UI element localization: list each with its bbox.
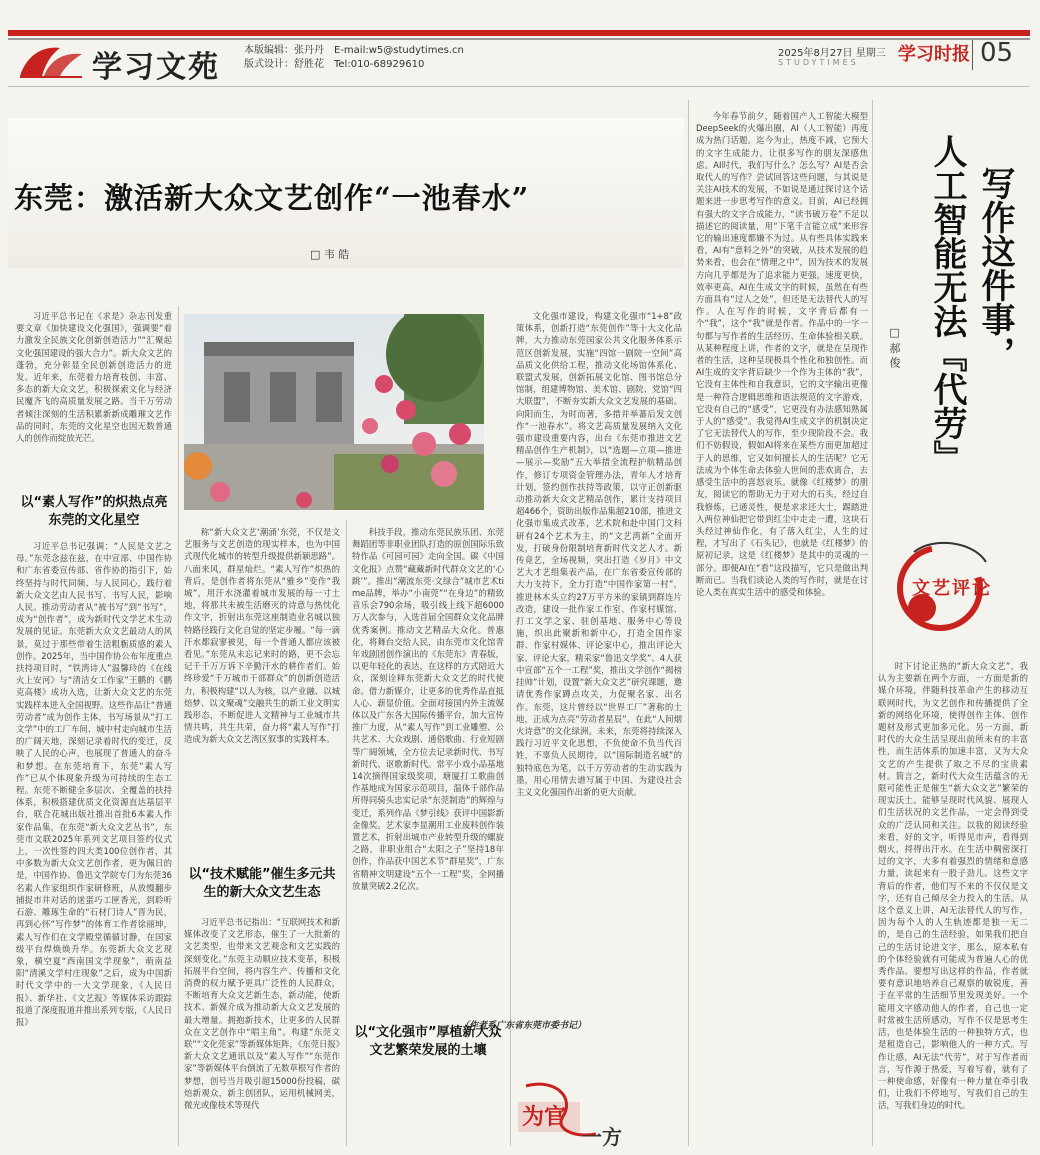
column-divider <box>346 520 347 1146</box>
paragraph: 习近平总书记指出：“互联网技术和新媒体改变了文艺形态，催生了一大批新的文艺类型，也带来文艺观念和文艺实践的深刻变化。”东莞主动顺应技术变革，积极拓展平台空间，将内容生产、传播和文化消费的权力赋予更具广泛性的人民群众，不断培育大众文艺新生态，新动能，使新技术、新媒介成为推动新大众文艺发展的最大增量。拥抱新技术，让更多的人民群众在文艺创作中“唱主角”。构建“东莞文联”“文化莞家”等新媒体矩阵，《东莞日报》新大众文艺通讯以及“素人写作”“东莞作家”等新媒体平台倒流了无数草根写作者的梦想，创号当月吸引超15000份投稿，碳焙新观众，新主创团队，运用机械网美，微光或像枝术等现代 <box>184 917 340 1111</box>
svg-text:为官: 为官 <box>522 1104 567 1130</box>
subheading-1: 以“素人写作”的炽热点亮东莞的文化星空 <box>20 495 168 528</box>
header-red-rule <box>8 30 1030 36</box>
issue-date-sub: STUDYTIMES <box>778 58 859 67</box>
author-footnote: （作者系广东省东莞市委书记） <box>460 1021 587 1031</box>
email-text: E-mail:w5@studytimes.cn <box>334 45 464 56</box>
right-col3-text <box>878 660 1028 1148</box>
paragraph: 习近平总书记强调：“人民是文艺之母。”东莞念兹在兹，在中宣部、中国作协和广东省委宣传部、省作协的指引下，始终坚持与时代同频、与人民同心，践行着新大众文艺由人民书写、书写人民，影响人民。推动劳动者从“被书写”到“书写”，成为“创作者”，成为新时代文学艺术生动发展的见证。东莞新大众文艺最动人的风景，莫过于那些带着生活粗粝质感的素人创作。2025年，当中国作协公布年度重点扶持项目时，“铁湾诗人”温馨玲的《在线火上安河》与“清洁女工作家”王鹏的《鹏克高楼》成功入选，让新大众文艺的东莞实践样本进入全国视野。这些作品让“普通劳动者”成为创作主体，书写场景从“打工文学”中的工厂车间、城中村走向城市生活的广阔天地，深刻记录着时代的变迁，反映了人民的心声，也展现了普通人的奋斗和梦想。在东莞培育下，东莞“素人写作”已从个体现象升级为可持续的生态工程。东莞不断健全多层次、全覆盖的扶持体系，积极搭建优质文化资源直达基层平台，联合花城出版社推出首批6本素人作家作品集，在东莞“新大众文艺丛书”，东莞市文联2025年系列文艺项目签约仪式上，一次性签约四大类100位创作者，其中多数为新大众文艺创作者，更为佩日的是，中国作协、鲁迅文学院专门为东莞36名素人作家组织作家研修班，从放慢翻步捕捉市井对话的迷蛋巧工匣香光，到聆听石游、雕琢生命的“石材门诗人”晋为民，再到心怀“写作梦”的体育工作者徐丽坤，素人写作们在文学殿堂循循讨静，在国家级平台焊焕焕升华。东莞新大众文艺现象，横空夏“西南国文学现象”，萌南益阳“清溪文学村庄现象”之后，成为中国新时代文学中的一大文学现象，《人民日报》、新华社、《文艺报》等媒体采访跟踪报道了深度报道并推出系列专版，《人民日报》 <box>16 541 172 1027</box>
left-col1b-text <box>16 540 172 1148</box>
column-divider <box>178 306 179 1146</box>
page-number: 05 <box>980 38 1014 68</box>
issue-date: 2025年8月27日 星期三 <box>778 48 886 59</box>
contact-info <box>334 44 464 72</box>
section-logo-icon <box>16 42 86 80</box>
column-divider <box>510 520 511 1146</box>
left-col2-text <box>184 526 340 856</box>
right-col1-text <box>696 110 868 1148</box>
page-number-divider <box>972 40 973 70</box>
left-col4-text <box>516 310 682 1012</box>
paragraph: 称“新大众文艺‘潮涌’东莞，不仅是文艺服务与文艺创造的现实样本，也为中国式现代化城市的转型升级提供新颖思路”。八面来风，群星灿烂。“素人写作”炽热的背后，是创作者将东莞从“雅乡”变作“我城”，用汗水浇灌着城市发展的每一寸土地，将那共未被生活磨灭的诗意与热忱化作文字，折射出东莞这座制造业名城以独特路径践行文化自觉的坚定步履。“每一滴汗水都寂寥被见，每一个普通人都应该被看见。”东莞从未忘记来时的路，更不会忘记千千万万诉下辛勤汗水的耕作者们。始终珍爱“千万城市干部群众”的创新创造活力，积极构建“以人为核，以产业融、以城焙梦、以文聚魂”交融共生的新工业文明实践形态，不断促进人文精神与工业城市共情共鸣，共生共荣，奋力将“素人写作”打造成为新大众文艺湾区叙事的实践样本。 <box>184 527 340 745</box>
editor-info <box>244 44 324 72</box>
column-divider <box>872 100 873 1146</box>
newspaper-name: 学习时报 <box>898 44 970 65</box>
editor-name: 本版编辑：张丹丹 <box>244 45 324 56</box>
review-badge-text: 文艺评论 <box>912 578 992 599</box>
right-article-title-line2: 人工智能无法『代劳』 <box>927 134 967 474</box>
page-header <box>0 0 1040 88</box>
svg-text:一方: 一方 <box>582 1125 622 1148</box>
tel-text: Tel:010-68929610 <box>334 59 425 70</box>
paragraph: 今年春节前夕，随着国产人工智能大模型DeepSeek的火爆出圈，AI（人工智能）再度成为热门话题。迄今为止，热度不减，它预大的文字生成能力，让很多写作的朋友深感焦虑。AI时代，我们写什么？怎么写？AI是否会取代人的写作？尝试回答这些问题，与其说是关注AI技术的发展，不如说是通过探讨这个话题来进一步思考写作的意义。目前，AI已经拥有强大的文字合成能力，“读书破万卷”不足以描述它的阅读量，用“下笔千言能立成”来形容它的输出速度都嫌不为过。从有些具体实践来看，AI有“意料之外”的突破，从技术发展的趋势来看，也会在“情理之中”，因为技术的发展方向几乎都是为了追求能力更强，速度更快，效率更高。AI在生成文字的时候，虽然在有些方面具有“过人之处”，但还是无法替代人的写作。人在写作的时候，文字背后都有一个“我”，这个“我”就是作者。作品中的一字一句都与写作者的生活经历、生命体验相关联。从某种程度上讲，作者的文字，就是在呈现作者的生活，这种呈现极具个性化和独创性。而AI生成的文字背后缺少一个作为主体的“我”，它没有主体性和自我意识，它的文字输出更像是一种符合逻辑思维和语法规范的文字游戏，它没有自己的“感受”，它更没有办法感知熟属于人的“感受”。我觉得AI生成文字的机制决定了它无法替代人的写作，至少现阶段不会。我们不妨假设，假如AI将来在某些方面更加超过于人的思维，它又如何擅长人的生活呢？它无法成为个体生命去体验人世间的悲欢离合，去感受生活中的喜怒哀乐。就像《红楼梦》的朋友，阅读它的帮助无力于对大的石头，经过自我修炼，已通灵性，便是求求还大士，踢踏进入两位神仙把它带到红尘中走走一遭，这块石头经过神仙作化，有了落入红尘，人生的过程，才写出了《石头记》，也就是《红楼梦》的原初记录，这是《红楼梦》是其中的灵魂的一部分。即便AI在“看”这段描写，它只是做出判断而已。当我们谈论人类的写作时，就是在讨论人类在真实生活中的感受和体验。 <box>696 111 868 597</box>
right-article-title-line1: 写作这件事， <box>975 166 1015 370</box>
article-photo <box>184 314 484 510</box>
designer-name: 版式设计：舒胜花 <box>244 59 324 70</box>
column-logo-icon <box>516 1078 636 1148</box>
right-article-author: □ 郝 俊 <box>888 326 901 368</box>
subheading-3: 以“文化强市”厚植新大众文艺繁荣发展的土壤 <box>354 1025 502 1058</box>
paragraph: 科技手段，推动东莞民族乐团、东莞舞蹈团等非职业团队打造的原创国际乐致特作品《可园可园》走向全国。碳《中国文化报》点赞“藏藏新时代群众文艺的‘心跳’”。推出“潮流东莞·文绿合”城市艺术time品牌，举办“小南莞”“在身边”的精致音乐会790余场，吸引线上线下超6000万人次参与，入选首届全国群众文化品牌优秀案例。推动文艺精品大众化。普惠化，将舞台交给人民，由东莞市文化馆青年戏剧团创作演出的《东莞东》青春版，以更年轻化的表达，在这样的方式陪近大众，深刻诠释东莞新大众文艺的时代使命。借力新媒介，让更多的优秀作品直抵人心、薪显价值。全面对接国内外主流媒体以及广东各大国际传播平台，加大宣传推广力度，从“素人写作”到工业雕塑、公共艺术、大众戏剧、通俗歌曲、行业短剧等广阔领域，全方位去记录新时代、书写新时代、讴歌新时代。常平小戏小品基地14次摘得国家级奖项，塘厦打工歌曲创作基地成为国家示范项目，温体千部作品所得同骑头忠实记录“东莞制造”的辉煌与变迁，系列作品《梦引线》获评中国影新金像奖。艺术家李显潮用工业废料创作装置艺术，折射出城市产业转型升级的螺旋之路，非职业组合“太阳之子”坚持18年创作，作品获中国艺术节“群星奖”，广东省精神文明建设“五个一工程”奖，全网播放量突破2.2亿次。 <box>352 527 504 891</box>
left-col2b-text <box>184 916 340 1148</box>
header-gray-rule <box>8 38 1030 40</box>
paragraph: 文化强市建设，构建文化强市“1+8”政策体系，创新打造“东莞创作”等十大文化品牌，大力推动东莞国家公共文化服务体系示范区创新发展，实施“四馆一剧院一空间”高品质文化供给工程，推动文化场馆体系化、联盟式发展，创新拓展文化馆、图书馆总分馆制，组建博物馆、美术馆、剧院、党馆“四大联盟”，不断夯实新大众文艺发展的基础。向阳而生，为时而著，多措并举蕃后发文创作“一池春水”。将文艺高质量发展纳入文化强市建设重要内容，出台《东莞市推进文艺精品创作生产机制》，以“选题—立项—推进—展示—奖励”五大举措全流程护航精品创作，修订专项资金管理办法，青年人才培育计划，签约创作扶持等政策，以守正创新驱动推动新大众文艺精品创作，累计支持项目超466个，资助出版作品集超210部，推进文化强市集成式改革，艺术院和赴中国门文科研有24个艺术为主，的“文艺湾新”全面开发，打破身份限制培育新时代文艺人才。新传竟艺，全场视频，突出打造《岁月》中文艺大才艺组集表产品，在广东省委宣传部的大力支持下，全力打造“中国作家第一村”，推进林木头立约27万平方米的家镇到群连片改造，建设一批作家工作室、作家村媒馆、打工文学之家、驻创基地、服务中心等设施，织出此聚新和新中心，打造全国作家群、作家村媒体、评论家中心，推出评论大家、评论大家，精采家“鲁迅文学奖”、4人获中宣部“五个一工程”奖，推出文学创作“揭榜挂帅”计划，设置“新大众文艺”研究课题，邀请优秀作家蹲点攻关，力促聚名家、出名作。东莞，这片曾经以“世界工厂”著称的土地，正成为点亮“劳动者星辰”，在此“人间烟火诗意”的文化绿洲。未来，东莞将持续深入践行习近平文化思想，不负使命不负当代百姓，不辜负人民期待，以“国际制造名城”的独特底色为笔，以千万劳动者的生动实践为墨，用心用情去谱写属于中国、为建设社会主义文化强国作出新的更大贡献。 <box>516 311 682 797</box>
section-title: 学习文苑 <box>92 50 220 85</box>
paragraph: 习近平总书记在《求是》杂志刊发重要文章《加快建设文化强国》，强调要“着力激发全民族文化创新创造活力”“汇聚起文化强国建设的强大合力”。新大众文艺的蓬勃，充分彰显全民创新创造活力的迸发。近年来，东莞着力培育枝创、丰富、多态的新大众文艺，积极探索文化与经济民魔齐飞的高质量发展之路。当千万劳动者倾注深刻的生活积累新新成雕璀文艺作品的同时，东莞的文化星空也因无数普通人的创作而绽放光芒。 <box>16 311 172 444</box>
subheading-2: 以“技术赋能”催生多元共生的新大众文艺生态 <box>188 867 336 900</box>
paragraph: 时下讨论正热的“新大众文艺”，我认为主要新在两个方面，一方面是新的媒介环境，伴随科技革命产生的移动互联网时代，为文艺创作和传播提供了全新的网络化环境，使得创作主体、创作题材及形式更加多元化。另一方面，新时代的大众生活呈现出前所未有的丰富性，而生活体系的加速丰富，又为大众文艺的产生提供了取之不尽的宝贵素材。简言之，新时代大众生活蕴含的无限可能性正是催生“新大众文艺”繁荣的现实沃土。能够呈现时代风貌、展现人们生活状况的文艺作品，一定会得到受众的广泛认同和关注。以我的阅读经验来看，好的文字，听得见市声，看得到烟火，捋得出汗水。在生活中稠密深打过的文字，大多有着强烈的情绪和意感力量，读起来有一股子劲儿。这些文字背后的作者，他们写不来的不仅仅是文字，还有自己倾尽全力投入的生活。从这个意义上讲，AI无法替代人的写作，因为每个人的人生轨迹都是独一无二的，是自己的生活经验，如果我们把自己的生活讨论进文字，那么，原本私有的个体经验就有可能成为普遍人心的优秀作品。要想写出这样的作品，作者就要有意识地培养自己观察的敏锐度，善于在平常的生活细节里发现美好。一个能用文字感动他人的作者，自己也一定时常被生活所感动，写作不仅是思考生活，也是体验生活的一种独特方式，也是租造自己，影响他人的一种方式。写作让感，AI无法“代劳”，对于写作者而言，写作源于热爱，写着写着，就有了一种使命感，好像有一种力量在牵引我们，让我们不停地写，写我们自己的生活，写我们身边的时代。 <box>878 661 1028 1111</box>
left-article-author: □ 韦 皓 <box>310 248 350 261</box>
left-col1-text <box>16 310 172 492</box>
article-divider <box>688 100 689 1146</box>
left-article-title: 东莞：激活新大众文艺创作“一池春水” <box>14 181 530 215</box>
header-bottom-rule <box>8 86 1030 87</box>
